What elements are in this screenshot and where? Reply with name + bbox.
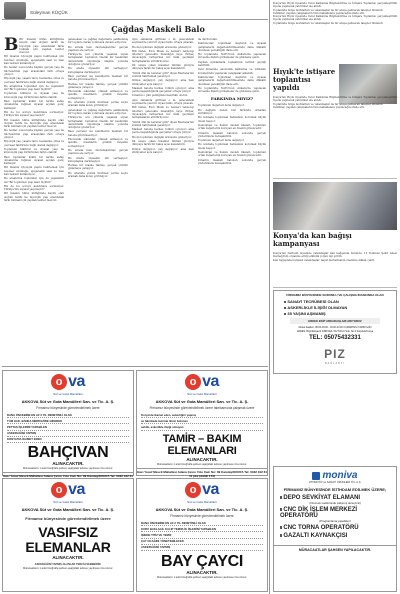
ova-brand: Süt ve Gıda Mamülleri bbox=[187, 392, 217, 396]
ova-brand: Süt ve Gıda Mamülleri bbox=[53, 500, 83, 504]
ova-logo-icon: o bbox=[185, 374, 201, 390]
ova-list: DANA ÖNCEBİNE EN AZ 2 YIL DENEYİMLİ OLAN KURU BAKLAGİL KALIP TEMİZLİK İŞLERİNİ YAPABİLEN İŞİNDE TİTİZ VE TEMİZ ÇAY OCAĞINI YÖNETEBİLECEK ASKERLİĞİNİ YAPMIŞ bbox=[141, 520, 263, 551]
news1-top-text: Konya'nın Hıyık ilçesinde Yerel Kalkınma Bilgilendirme ve İstişare Toplantısı gerçekleştirildi. İlçede yapılacak yatırımlar ele alındı. Toplantıda bölge muhtarları ve vatandaşlar ile bir araya gelinerek talepler dinlendi. Yetkililer, yapılan çalışmaların tüm mahallelere yayılacağını ifade etti. Konya'nın Hıyık ilçesinde Yerel Kalkınma Bilgilendirme ve İstişare Toplantısı gerçekleştirildi. İlçede yapılacak yatırımlar ele alındı. Toplantıda bölge muhtarları ve vatandaşlar ile bir araya gelinerek talepler dinlendi. bbox=[273, 2, 398, 25]
moniva-logo: moniva bbox=[322, 470, 358, 481]
ova-brand: Süt ve Gıda Mamülleri bbox=[53, 392, 83, 396]
ova-fine: Müracaatların 1 adet fotoğrafla şahsen aşağıdaki adrese yapılması rica olunur. bbox=[156, 462, 248, 466]
ova-logo: va bbox=[68, 481, 85, 498]
ad-factory-title: FİRMAMIZ BÜNYESİNDE SORUMLU VE ÇALIŞMA İNANCINDA OLAN bbox=[286, 293, 384, 297]
column-col1: B Bir insanın nüfus kütüğünde kayıtlı olan doğum tarihi ile biyolojik yaşı arasındaki farkı bulmak için yapılan testler mevcut. Bir insanın biyolojik yaşını belirlemek için telomer uzunluğu, epigenetik saat ve bazı kan testleri kullanılıyor. Bu testler sonucunda kişinin gerçek yaşı ile hücrelerinin yaşı arasındaki fark ortaya çıkıyor. Biyolojik yaş, yaşam tarzı, beslenme, stres ve çevresel faktörlere bağlı olarak değişiyor. Bu araştırma toplumlar için de yapılabilir mi? Bir toplumun yaşı nasıl ölçülür? Toplumun kültürel ve siyasal yaşı ile kronolojik yaşı birbirinden farklı olabilir. Bazı toplumlar köklü bir tarihe sahip olmalarına rağmen siyasal açıdan genç kalmıştır. Biz de bu soruyu kendimize sormalıyız: Türkiye'nin siyasal yaşı kaçtır? Bir insanın nüfus kütüğünde kayıtlı olan doğum tarihi ile biyolojik yaşı arasındaki farkı bulmak için yapılan testler mevcut. Bu testler sonucunda kişinin gerçek yaşı ile hücrelerinin yaşı arasındaki fark ortaya çıkıyor. Biyolojik yaş, yaşam tarzı, beslenme, stres ve çevresel faktörlere bağlı olarak değişiyor. Toplumun kültürel ve siyasal yaşı ile kronolojik yaşı birbirinden farklı olabilir. Bazı toplumlar köklü bir tarihe sahip olmalarına rağmen siyasal açıdan genç kalmıştır. Bir insanın biyolojik yaşını belirlemek için telomer uzunluğu, epigenetik saat ve bazı kan testleri kullanılıyor. Bu araştırma toplumlar için de yapılabilir mi? Bir toplumun yaşı nasıl ölçülür? Biz de bu soruyu kendimize sormalıyız: Türkiye'nin siyasal yaşı kaçtır? Bir insanın nüfus kütüğünde kayıtlı olan doğum tarihi ile biyolojik yaşı arasındaki farkı bulmak için yapılan testler mevcut. bbox=[4, 35, 64, 203]
ad-moniva bbox=[273, 466, 397, 592]
ova-ad-2 bbox=[136, 370, 268, 476]
ad-factory-phone: TEL: 05075432331 bbox=[309, 335, 361, 341]
ova-fine-2: Müracaatların 1 adet fotoğrafla şahsen aşağıdaki adrese yapılması rica olunur. bbox=[22, 567, 114, 570]
moniva-brand-sub: OTOMOTİV ve SANAYİ ÜRÜNLERİ TİC. A.Ş. bbox=[308, 481, 362, 484]
ova-sub: Firmamız bünyesinde görevlendirilmek üzere bbox=[25, 516, 111, 521]
ova-alin: ALINACAKTIR. bbox=[186, 456, 218, 462]
news2-photo bbox=[273, 182, 397, 230]
author-block bbox=[2, 2, 142, 18]
moniva-logo-icon bbox=[312, 472, 320, 480]
ad-factory-hours: Mesai Saatleri: 08:00-18:00 - 18:00-04:00 CUMARTESİ YARIM GÜN bbox=[298, 326, 372, 329]
author-name: Süleyman KÜÇÜK bbox=[30, 10, 68, 15]
ad-factory-address: ADRES: Büyükkayacık OSB Mah. 512 NOLU Sok. No:2 Selçuklu/Konya bbox=[296, 330, 374, 333]
moniva-title: FİRMAMIZ BÜNYESİNDE İSTİHDAM EDİLMEK ÜZERE; bbox=[283, 487, 387, 492]
ova-ad-3 bbox=[2, 478, 134, 592]
ova-alin: ALINACAKTIR. bbox=[52, 460, 84, 466]
subhead: FARKINDA MIYIZ? bbox=[210, 96, 254, 102]
ova-brand: Süt ve Gıda Mamülleri bbox=[187, 500, 217, 504]
ova-fine: Müracaatların 1 adet fotoğrafla şahsen aşağıdaki adrese yapılması rica olunur. bbox=[22, 466, 114, 470]
ova-alin: ALINACAKTIR. bbox=[186, 569, 218, 575]
piz-logo-sub: BAĞLANTI bbox=[325, 362, 345, 365]
ova-logo-icon: o bbox=[185, 482, 201, 498]
column-title: Çağdaş Maskeli Balo bbox=[111, 24, 205, 34]
ova-logo-icon: o bbox=[51, 374, 67, 390]
news1-title: Hıyık'te istişare toplantısı yapıldı bbox=[273, 67, 336, 92]
ova-firm: AKKOVA Süt ve Gıda Mamülleri San. ve Tic. A. Ş. bbox=[155, 399, 249, 404]
column-col2: geleneksel ve çağdaş değerlerle şekillenmiş bir toplum olarak yolumuza devam ediyoruz. Bu sırada bazı davranışlarımız gerçek yaşımızı ele veriyor. Türkiye'de son yıllarda yaşanan siyasi tartışmalar, toplumun önemli bir kesiminin demokratik olgunluğa ulaşma yolunda olduğunu gösteriyor. Bu arada siyasetin dili sertleşiyor, kutuplaşma derinleşiyor. Bazı çevreler ise kendilerini maskeli bir baloda gibi hissediyor. Herkes bir maske takmış, gerçek yüzünü gizlemeye çalışıyor. Ekonomik sıkıntılar, yüksek enflasyon ve işsizlik, insanların günlük hayatını zorlaştırıyor. Bu ortamda çözüm üretmek yerine suçlu aramak daha kolay görünüyor. geleneksel ve çağdaş değerlerle şekillenmiş bir toplum olarak yolumuza devam ediyoruz. Türkiye'de son yıllarda yaşanan siyasi tartışmalar, toplumun önemli bir kesiminin demokratik olgunluğa ulaşma yolunda olduğunu gösteriyor. Bazı çevreler ise kendilerini maskeli bir baloda gibi hissediyor. Ekonomik sıkıntılar, yüksek enflasyon ve işsizlik, insanların günlük hayatını zorlaştırıyor. Bu sırada bazı davranışlarımız gerçek yaşımızı ele veriyor. Bu arada siyasetin dili sertleşiyor, kutuplaşma derinleşiyor. Herkes bir maske takmış, gerçek yüzünü gizlemeye çalışıyor. Bu ortamda çözüm üretmek yerine suçlu aramak daha kolay görünüyor. bbox=[68, 38, 128, 178]
ova-ad-4 bbox=[136, 478, 268, 592]
ova-list: DANA ÖNCEBİNE EN AZ 2 YIL DENEYİMLİ OLAN TÜM HAK. BANKA MERKEZİNE GİDEREK PETTAŞ İŞLERİNİ YAPABİLEN ASKERLİĞİNİ YAPMIŞ KONYA'DA İKAMET EDEN bbox=[7, 412, 129, 443]
ova-firm: AKKOVA Süt ve Gıda Mamülleri San. ve Tic. A. Ş. bbox=[21, 399, 115, 404]
ova-list: Konya'da ikamet eden, askerliğini yapmış ve fabrikada tamirde ikinci bulunan sahibi, askerlikle ilişiği olmayan bbox=[141, 412, 263, 431]
ova-job-title: BAHÇIVAN bbox=[27, 443, 109, 461]
ova-logo: va bbox=[68, 373, 85, 390]
column-col4: ile durdurulan. Katılımcılar; toplumsal olayların ve siyasal gelişmelerin değerlendirilmesinde daha dikkatli olunması gerektiğini ifade etti. Bu toplantıda NATO'nun Ankara'da yapılacak zirvesine ilişkin görüşmeler de gündeme geldi. Yapılan açıklamada toplantının verimli geçtiği belirtildi. Yeni dönemde ekonomik kalkınma ve istihdam konularında yapılacak çalışmalar anlatıldı. Katılımcılar; toplumsal olayların ve siyasal gelişmelerin değerlendirilmesinde daha dikkatli olunması gerektiğini ifade etti. Bu toplantıda NATO'nun Ankara'da yapılacak zirvesine ilişkin görüşmeler de gündeme geldi. FARKINDA MIYIZ? Toplumun değerleri hızla değişiyor. Bu değişim bazen bizi farkında olmadan sürüklüyor. Bu noktada toplumsal hafızamızı korumak büyük önem taşıyor. Demokrasi ve hukuk devleti ilkeleri, toplumun ortak değerlerini koruyan en önemli güvencedir. Umarım maskeli balonun sonunda gerçek yüzlerimizle buluşabiliriz. Toplumun değerleri hızla değişiyor. Bu noktada toplumsal hafızamızı korumak büyük önem taşıyor. Demokrasi ve hukuk devleti ilkeleri, toplumun ortak değerlerini koruyan en önemli güvencedir. Umarım maskeli balonun sonunda gerçek yüzlerimizle buluşabiliriz. bbox=[198, 38, 266, 165]
column-col3: Aynı zamanda görünen o ki, gelecekteki seçimlerde yeni bir siyasi tablo ortaya çıkacak. Bu da toplumun değişim arzusunu gösteriyor. Bill Gates, Elon Musk ve benzeri teknoloji liderleri gelecekte insanlığın neye ihtiyaç duyacağını tartışırken biz hâlâ geçmişin tartışmalarını sürdürüyoruz. İlk uzaya çıkan insanlar bilimin gücüyle dünyaya farklı bir bakış açısı kazandırdı. "Dünü dün ile beraber gitti" diyen Mevlana'nın sözünü hatırlamak gerekiyor. Dünya değişiyor, çağ değişiyor; ama bazı zihniyetler aynı kalıyor. Maskeli baloda herkes rolünü oynuyor; ama perde kapandığında gerçekler ortaya çıkıyor. Umarım o gün geldiğinde hazırlıklı oluruz. Aynı zamanda görünen o ki, gelecekteki seçimlerde yeni bir siyasi tablo ortaya çıkacak. Bill Gates, Elon Musk ve benzeri teknoloji liderleri gelecekte insanlığın neye ihtiyaç duyacağını tartışırken biz hâlâ geçmişin tartışmalarını sürdürüyoruz. "Dünü dün ile beraber gitti" diyen Mevlana'nın sözünü hatırlamak gerekiyor. Maskeli baloda herkes rolünü oynuyor; ama perde kapandığında gerçekler ortaya çıkıyor. Bu da toplumun değişim arzusunu gösteriyor. İlk uzaya çıkan insanlar bilimin gücüyle dünyaya farklı bir bakış açısı kazandırdı. Dünya değişiyor, çağ değişiyor; ama bazı zihniyetler aynı kalıyor. bbox=[132, 38, 194, 154]
news1-body: Konya'nın Hıyık ilçesinde Yerel Kalkınma Bilgilendirme ve İstişare Toplantısı gerçekleştirildi. İlçede yapılacak yatırımlar ele alındı. Toplantıda bölge muhtarları ve vatandaşlar ile bir araya gelinerek talepler dinlendi. Yetkililer, yapılan çalışmaların tüm mahallelere yayılacağını ifade etti. bbox=[273, 96, 398, 109]
ova-firm: AKKOVA Süt ve Gıda Mamülleri San. ve Tic. A. Ş. bbox=[155, 507, 249, 512]
ad-factory-item: SANAYİ TECRÜBESİ OLAN bbox=[287, 299, 339, 304]
ova-firm: AKKOVA Süt ve Gıda Mamülleri San. ve Tic. A. Ş. bbox=[21, 507, 115, 512]
ova-logo-icon: o bbox=[51, 482, 67, 498]
news2-title: Konya'da kan bağışı kampanyası bbox=[273, 231, 352, 248]
ova-sub: Firmamız bünyesinde görevlendirilmek üzere bbox=[36, 406, 100, 410]
ad-factory-item: ASKERLİKLE İLİŞİĞİ OLMAYAN bbox=[287, 305, 348, 310]
moniva-job: GAZALTI KAYNAKÇISI bbox=[283, 533, 348, 539]
moniva-job: CNC DİK İŞLEM MERKEZİ OPERATÖRÜ bbox=[280, 507, 358, 519]
ova-logo: va bbox=[202, 373, 219, 390]
ova-job-title: VASIFSIZ ELEMANLAR bbox=[25, 524, 111, 555]
ova-fine: ASKERLİĞİNİ YAPMIŞ OLANLAR TERCİH SEBEBİDİR. bbox=[34, 563, 102, 566]
moniva-job: CNC TORNA OPERATÖRÜ bbox=[283, 525, 359, 531]
piz-logo: PIZ bbox=[324, 347, 346, 361]
moniva-job: DEPO SEVKİYAT ELAMANI bbox=[283, 495, 361, 501]
ova-address: Hacı Yusuf Mescit Mahallesi Adana Çevre Yolu Cad. No: 89 Karatay/KONYA Tel: 0332 342 61 bbox=[3, 472, 133, 482]
moniva-job-note: (Programlama yapabilen) bbox=[319, 519, 351, 523]
ova-address: Hacı Yusuf Mescit Mahallesi Adana Çevre Yolu Cad. No: 89 Karatay/KONYA Tel: 0332 342 61 11 pbx (dahili 173) bbox=[137, 469, 267, 478]
news2-body: Konya'nın Derbent ilçesinde vatandaşlar kan bağışında bulundu. 15 Temmuz Şehit Ailesi Derneği'nin organize ettiği etkinlik yoğun ilgi gördü. Kan bağışında bulunan vatandaşlar, hayat kurtarmanın önemine dikkat çekti. bbox=[273, 252, 397, 262]
ova-sub: Firmamız bünyesinde görevlendirilmek üzere fabrikamızda çalışmak üzere bbox=[149, 406, 255, 410]
ad-factory bbox=[273, 290, 397, 374]
ova-fine: Müracaatların 1 adet fotoğrafla şahsen aşağıdaki adrese yapılması rica olunur. bbox=[156, 575, 248, 579]
ad-factory-label: ERKEK EKİP ARKADAŞLARI ARIYORUZ bbox=[290, 318, 380, 324]
dropcap: B bbox=[4, 35, 19, 55]
ova-logo: va bbox=[202, 481, 219, 498]
ad-factory-item: 35 YAŞINI AŞMAMIŞ bbox=[287, 311, 326, 316]
author-photo bbox=[4, 2, 26, 19]
ova-ad-1 bbox=[2, 370, 134, 476]
moniva-job-note: (Otomotiv sektöründe çalışmış deneyimli) bbox=[309, 501, 361, 505]
ova-job-title: BAY ÇAYCI bbox=[160, 552, 244, 570]
ova-sub: Firmamız bünyesinde görevlendirilmek üzere bbox=[170, 514, 234, 518]
ova-alin: ALINACAKTIR. bbox=[52, 555, 84, 560]
ova-job-title: TAMİR – BAKIM ELEMANLARI bbox=[162, 432, 242, 457]
moniva-footer: MÜRACAATLAR ŞAHSEN YAPILACAKTIR. bbox=[274, 545, 396, 552]
